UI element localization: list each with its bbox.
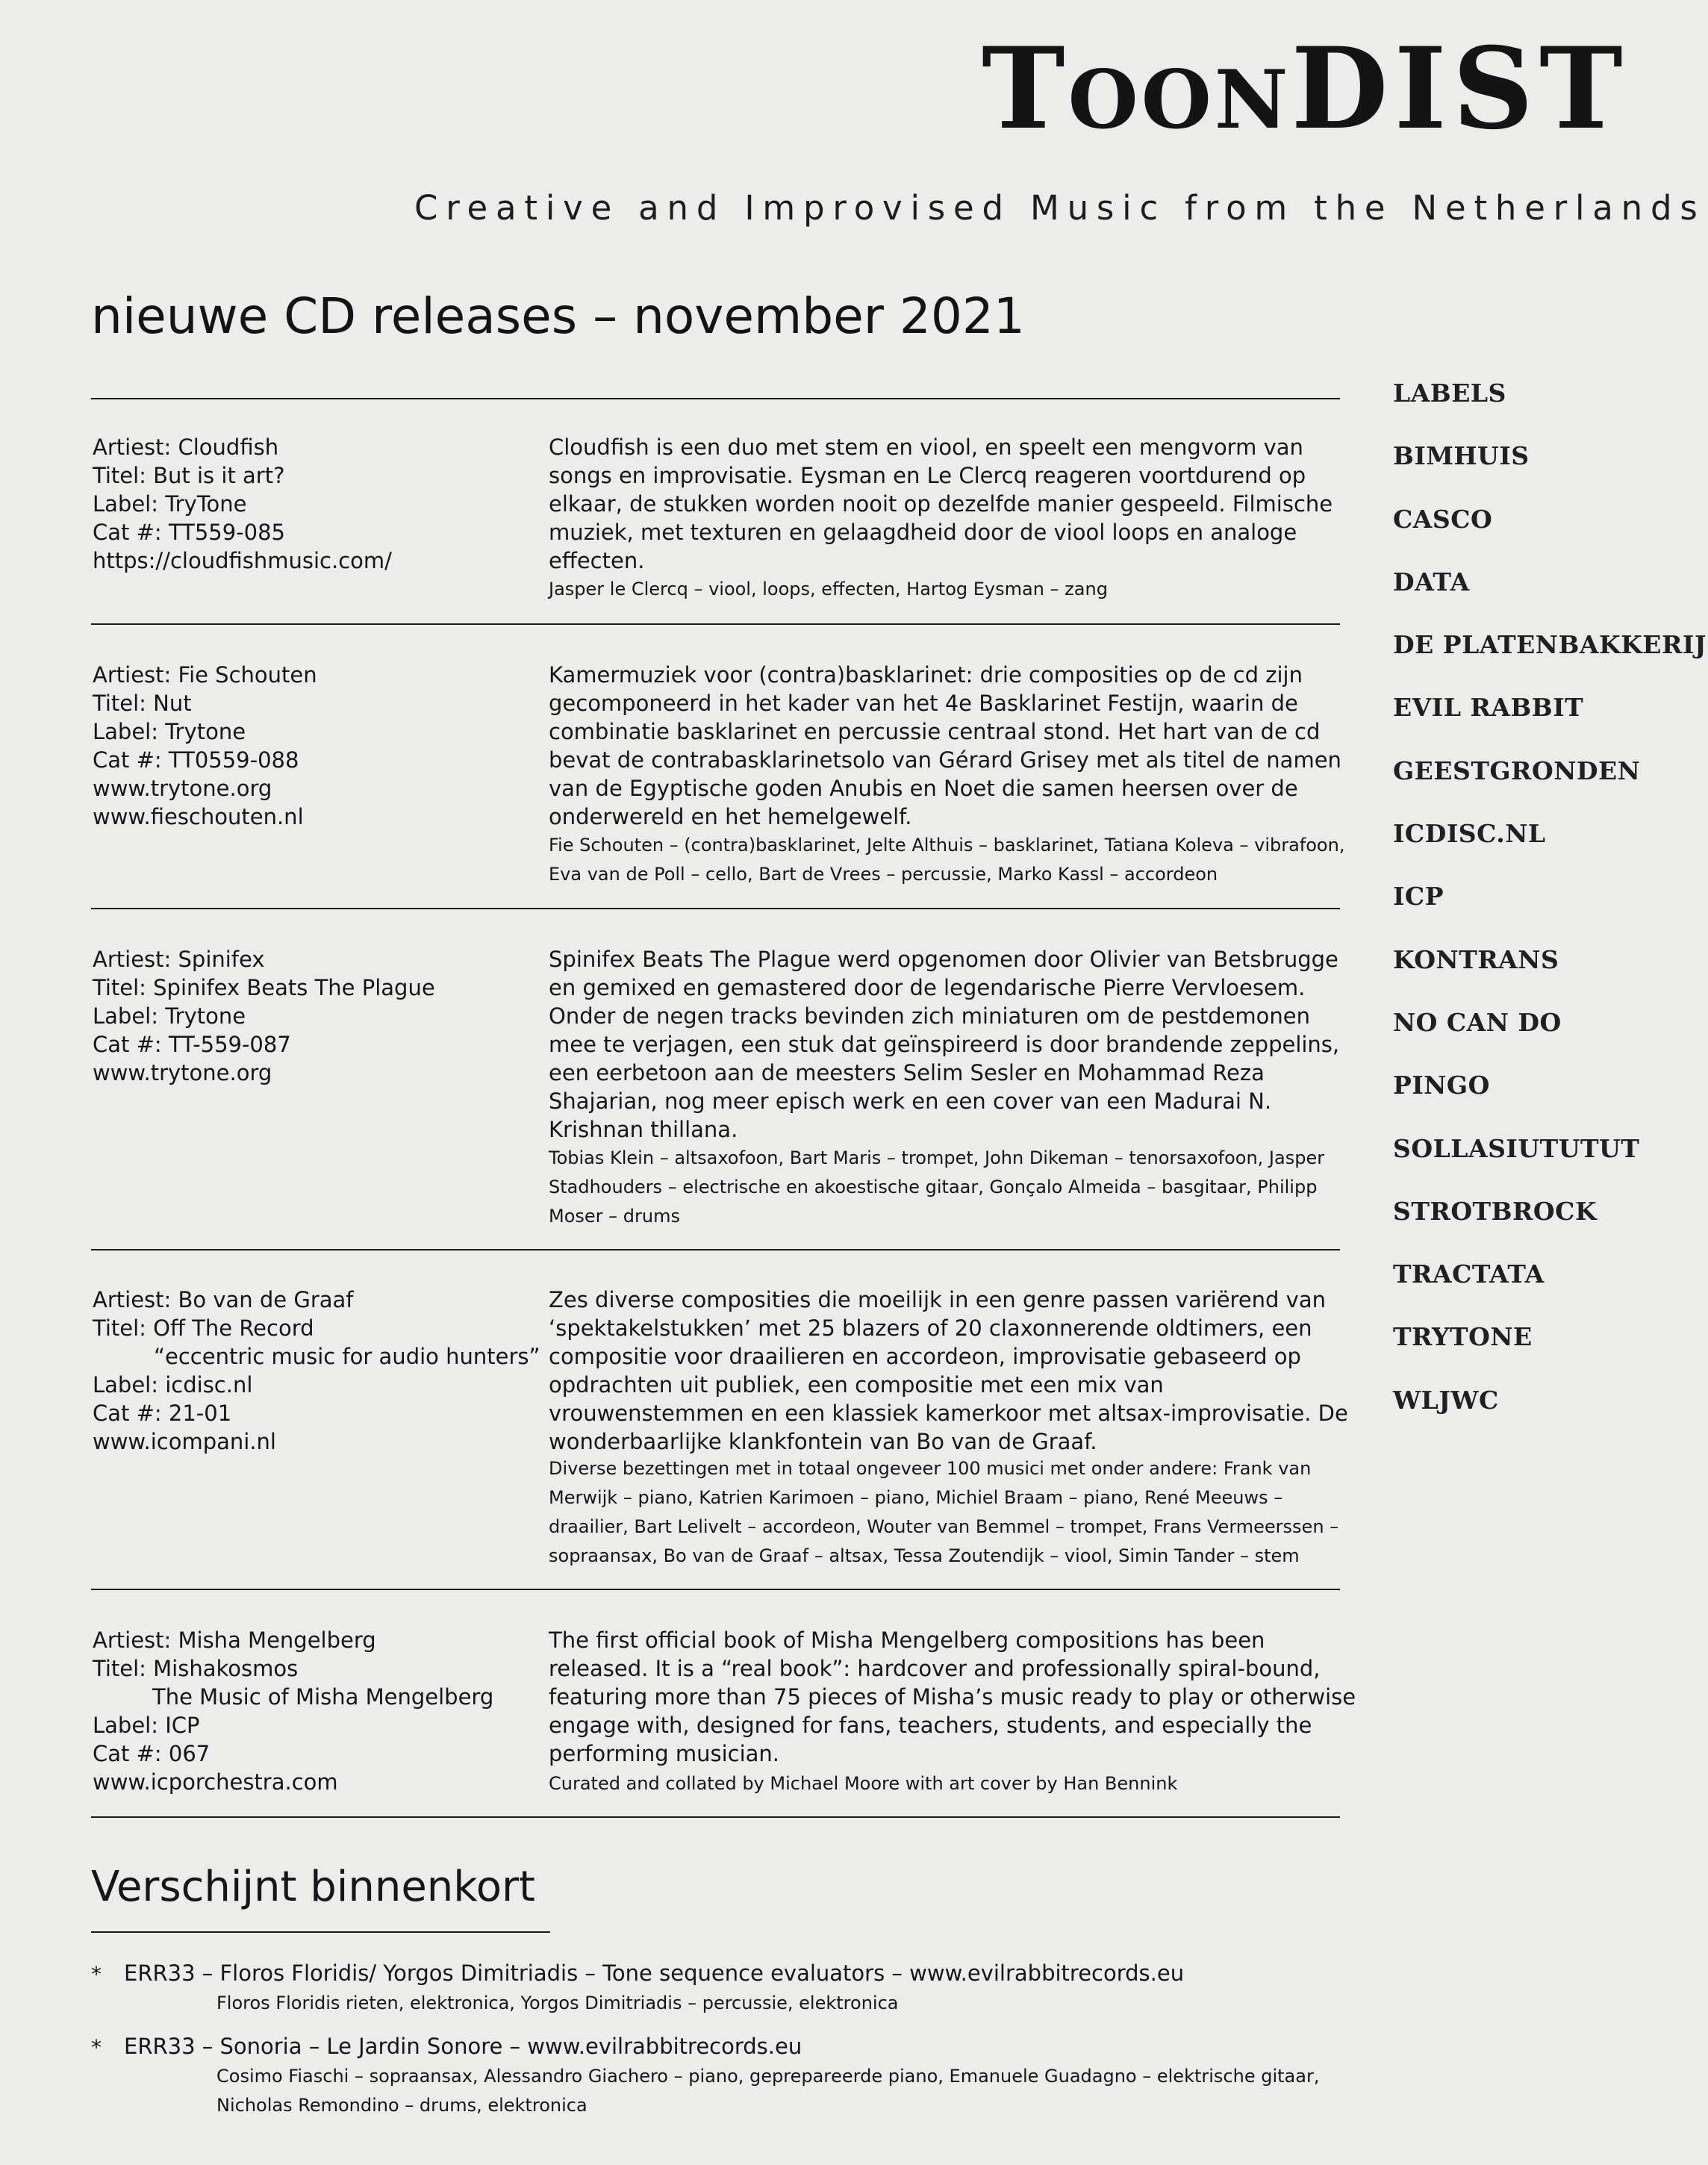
release-credits: Curated and collated by Michael Moore with art cover by Han Bennink [549, 1773, 1178, 1794]
coming-soon-underline [91, 1931, 550, 1933]
bullet-star: * [91, 2035, 102, 2060]
release-url[interactable]: www.icompani.nl [93, 1429, 276, 1454]
release-cat: Cat #: TT0559-088 [93, 747, 299, 773]
coming-soon-sub: Cosimo Fiaschi – sopraansax, Alessandro Giachero – piano, gepreparеerde piano, Emanuele Guadagno – elektrische gitaar, [216, 2066, 1320, 2087]
release-title: Titel: Mishakosmos [93, 1656, 299, 1681]
release-url[interactable]: www.fieschouten.nl [93, 804, 304, 829]
release-meta-spinifex [93, 945, 555, 1087]
release-label: Label: icdisc.nl [93, 1372, 253, 1398]
divider [91, 1589, 1340, 1590]
label-link[interactable]: KONTRANS [1393, 944, 1559, 974]
label-link[interactable]: STROTBROCK [1393, 1196, 1598, 1226]
release-artist: Artiest: Misha Mengelberg [93, 1627, 376, 1653]
release-title: Titel: Off The Record [93, 1315, 314, 1341]
coming-soon-main: ERR33 – Sonoria – Le Jardin Sonore – www.evilrabbitrecords.eu [124, 2034, 802, 2059]
release-url[interactable]: https://cloudfishmusic.com/ [93, 548, 392, 573]
label-link[interactable]: TRYTONE [1393, 1322, 1533, 1352]
divider [91, 1249, 1340, 1250]
release-title: Titel: Nut [93, 691, 192, 716]
label-link[interactable]: NO CAN DO [1393, 1007, 1562, 1037]
logo-initial: T [982, 23, 1068, 155]
divider [91, 908, 1340, 909]
release-url[interactable]: www.trytone.org [93, 1060, 272, 1085]
release-cat: Cat #: TT559-085 [93, 520, 285, 545]
label-link[interactable]: ICDISC.NL [1393, 819, 1546, 849]
release-credits: Diverse bezettingen met in totaal ongeveer 100 musici met onder andere: Frank van Merwijk – piano, Katrien Karimoen – piano, Michiel Braam – piano, René Meeuws – draailier, Bart Lelivelt – accordeon, Wouter van Bemmel – trompet, Frans Vermeerssen – sopraansax, Bo van de Graaf – altsax, Tessa Zoutendijk – viool, Simin Tander – stem [549, 1458, 1339, 1566]
release-credits: Jasper le Clercq – viool, loops, effecten, Hartog Eysman – zang [549, 579, 1108, 599]
release-description: The first official book of Misha Mengelberg compositions has been released. It is a “real book”: hardcover and professionally spiral-bound, featuring more than 75 pieces of Misha’s music ready to play or otherwise engage with, designed for fans, teachers, students, and especially the performing musician. [549, 1627, 1356, 1766]
release-meta-misha-mengelberg [93, 1626, 555, 1796]
release-subtitle: “eccentric music for audio hunters” [154, 1344, 540, 1369]
labels-sidebar [1393, 375, 1707, 1445]
logo-dist: DIST [1291, 23, 1629, 155]
release-description: Kamermuziek voor (contra)basklarinet: drie composities op de cd zijn gecomponeerd in het kader van het 4e Basklarinet Festijn, waarin de combinatie basklarinet en percussie centraal stond. Het hart van de cd bevat de contrabasklarinetsolo van Gérard Grisey met als titel de namen van de Egyptische goden Anubis en Noet die samen heersen over de onderwereld en het hemelgewelf. [549, 662, 1341, 829]
release-meta-fie-schouten [93, 661, 555, 831]
divider [91, 1816, 1340, 1818]
release-cat: Cat #: 21-01 [93, 1401, 232, 1426]
release-cat: Cat #: TT-559-087 [93, 1032, 291, 1057]
release-label: Label: TryTone [93, 491, 247, 517]
logo-small-caps: OON [1068, 53, 1291, 147]
release-label: Label: Trytone [93, 719, 246, 744]
release-cat: Cat #: 067 [93, 1741, 211, 1766]
release-url[interactable]: www.trytone.org [93, 776, 272, 801]
release-meta-cloudfish [93, 433, 555, 575]
release-artist: Artiest: Bo van de Graaf [93, 1287, 354, 1312]
release-artist: Artiest: Fie Schouten [93, 662, 317, 688]
label-link[interactable]: ICP [1393, 882, 1444, 912]
release-label: Label: Trytone [93, 1003, 246, 1029]
release-description: Cloudfish is een duo met stem en viool, en speelt een mengvorm van songs en improvisatie. Eysman en Le Clercq reageren voortdurend op elkaar, de stukken worden nooit op dezelfde manier gespeeld. Filmische muziek, met texturen en gelaagdheid door de viool loops en analoge effecten. [549, 434, 1333, 573]
release-url[interactable]: www.icporchestra.com [93, 1769, 338, 1795]
release-label: Label: ICP [93, 1713, 200, 1738]
release-artist: Artiest: Spinifex [93, 947, 265, 972]
coming-soon-title: Verschijnt binnenkort [91, 1863, 535, 1911]
page-title: nieuwe CD releases – november 2021 [91, 287, 1025, 345]
release-title: Titel: But is it art? [93, 463, 285, 488]
tagline: Creative and Improvised Music from the Netherlands [414, 188, 1706, 228]
release-description: Zes diverse composities die moeilijk in een genre passen variërend van ‘spektakelstukken’ met 25 blazers of 20 claxonnerende oldtimers, een compositie voor draailieren en accordeon, improvisatie gebaseerd op opdrachten uit publiek, een compositie met een mix van vrouwenstemmen en een klassiek kamerkoor met altsax-improvisatie. De wonderbaarlijke klankfontein van Bo van de Graaf. [549, 1287, 1348, 1454]
release-title: Titel: Spinifex Beats The Plague [93, 975, 435, 1000]
release-artist: Artiest: Cloudfish [93, 434, 279, 460]
label-link[interactable]: PINGO [1393, 1071, 1490, 1100]
release-description: Spinifex Beats The Plague werd opgenomen door Olivier van Betsbrugge en gemixed en gemastered door de legendarische Pierre Vervloesem. Onder de negen tracks bevinden zich miniaturen om de pestdemonen mee te verjagen, een stuk dat geïnspireerd is door brandende zeppelins, een eerbetoon aan de meesters Selim Sesler en Mohammad Reza Shajarian, nog meer episch werk en een cover van een Madurai N. Krishnan thillana. [549, 947, 1340, 1142]
release-meta-bo-van-de-graaf [93, 1286, 555, 1456]
release-credits: Tobias Klein – altsaxofoon, Bart Maris – trompet, John Dikeman – tenorsaxofoon, Jasper Stadhouders – electrische en akoestische gitaar, Gonçalo Almeida – basgitaar, Philipp Moser – drums [549, 1147, 1325, 1227]
divider [91, 398, 1340, 399]
labels-heading: LABELS [1393, 379, 1506, 408]
coming-soon-sub: Floros Floridis rieten, elektronica, Yorgos Dimitriadis – percussie, elektronica [216, 1993, 899, 2013]
label-link[interactable]: WLJWC [1393, 1385, 1499, 1415]
label-link[interactable]: SOLLASIUTUTUT [1393, 1133, 1640, 1163]
release-credits: Fie Schouten – (contra)basklarinet, Jelte Althuis – basklarinet, Tatiana Koleva – vibrafoon, Eva van de Poll – cello, Bart de Vrees – percussie, Marko Kassl – accordeon [549, 835, 1345, 885]
divider [91, 623, 1340, 625]
label-link[interactable]: GEESTGRONDEN [1393, 756, 1641, 785]
label-link[interactable]: EVIL RABBIT [1393, 693, 1584, 723]
label-link[interactable]: DATA [1393, 567, 1470, 596]
toondist-logo [982, 23, 1639, 155]
label-link[interactable]: BIMHUIS [1393, 441, 1530, 471]
label-link[interactable]: DE PLATENBAKKERIJ [1393, 630, 1707, 660]
bullet-star: * [91, 1962, 102, 1987]
coming-soon-main: ERR33 – Floros Floridis/ Yorgos Dimitriadis – Tone sequence evaluators – www.evilrabbitrecords.eu [124, 1960, 1185, 1986]
label-link[interactable]: CASCO [1393, 504, 1493, 534]
coming-soon-sub: Nicholas Remondino – drums, elektronica [216, 2095, 587, 2116]
label-link[interactable]: TRACTATA [1393, 1259, 1545, 1289]
release-subtitle: The Music of Misha Mengelberg [152, 1684, 494, 1710]
